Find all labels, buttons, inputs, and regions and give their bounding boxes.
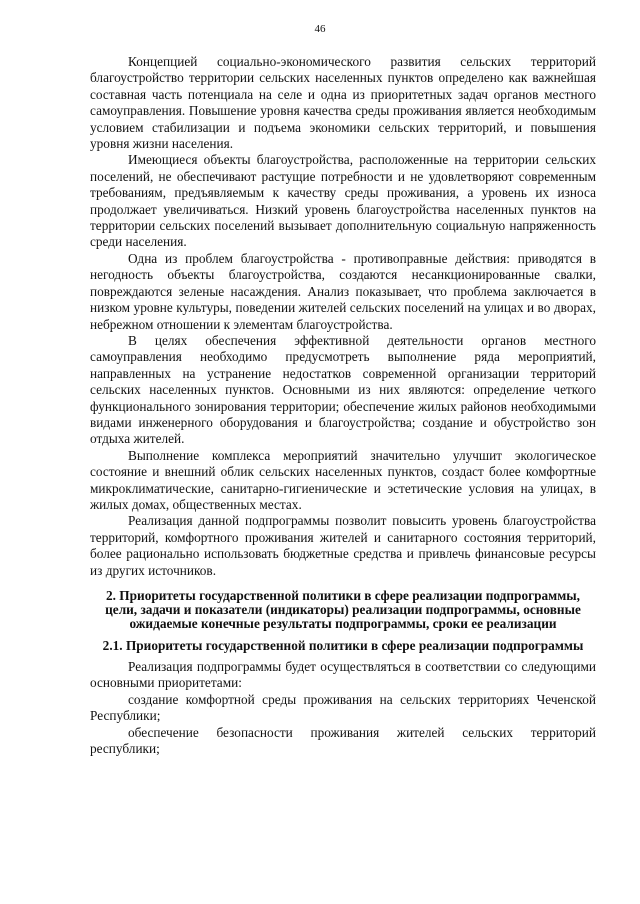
page-number: 46 — [314, 23, 326, 35]
paragraph-results: Реализация данной подпрограммы позволит повысить уровень благоустройства территорий, комфортного проживания жителей и санитарного состояния территорий, более рационально использовать бюджетные средства и привлечь финансовые ресурсы из других источников. — [90, 513, 596, 578]
paragraph-priority-safety: обеспечение безопасности проживания жителей сельских территорий республики; — [90, 724, 596, 757]
subsection-heading: 2.1. Приоритеты государственной политики в сфере реализации подпрограммы — [102, 638, 584, 653]
page-content — [90, 54, 596, 757]
paragraph-existing-objects: Имеющиеся объекты благоустройства, расположенные на территории сельских поселений, не обеспечивают растущие потребности и не удовлетворяют современным требованиям, предъявляемым к качеству среды проживания, а уровень их износа продолжает увеличиваться. Низкий уровень благоустройства населенных пунктов на территории сельских поселений вызывает дополнительную социальную напряженность среди населения. — [90, 152, 596, 250]
paragraph-concept: Концепцией социально-экономического развития сельских территорий благоустройство территории сельских населенных пунктов определено как важнейшая составная часть потенциала на селе и одна из приоритетных задач органов местного самоуправления. Повышение уровня качества среды проживания является необходимым условием стабилизации и подъема экономики сельских территорий, и повышения уровня жизни населения. — [90, 54, 596, 152]
paragraph-implementation: Выполнение комплекса мероприятий значительно улучшит экологическое состояние и внешний облик сельских населенных пунктов, создаст более комфортные микроклиматические, санитарно-гигиенические и эстетические условия на улицах, в жилых домах, общественных местах. — [90, 447, 596, 512]
paragraph-measures: В целях обеспечения эффективной деятельности органов местного самоуправления необходимо предусмотреть выполнение ряда мероприятий, направленных на устранение недостатков современной организации территорий сельских населенных пунктов. Основными из них являются: определение четкого функционального зонирования территории; обеспечение жилых районов необходимыми видами инженерного оборудования и благоустройства; создание и обустройство зон отдыха жителей. — [90, 332, 596, 447]
paragraph-priority-comfort: создание комфортной среды проживания на сельских территориях Чеченской Республики; — [90, 691, 596, 724]
paragraph-priorities-intro: Реализация подпрограммы будет осуществляться в соответствии со следующими основными приоритетами: — [90, 659, 596, 691]
section-heading: 2. Приоритеты государственной политики в сфере реализации подпрограммы, цели, задачи и показатели (индикаторы) реализации подпрограммы, основные ожидаемые конечные результаты подпрограммы, сроки ее реализации — [105, 588, 581, 631]
paragraph-problems: Одна из проблем благоустройства - противоправные действия: приводятся в негодность объекты благоустройства, создаются несанкционированные свалки, повреждаются зеленые насаждения. Анализ показывает, что проблема заключается в низком уровне культуры, поведении жителей сельских поселений на улицах и во дворах, небрежном отношении к элементам благоустройства. — [90, 250, 596, 332]
